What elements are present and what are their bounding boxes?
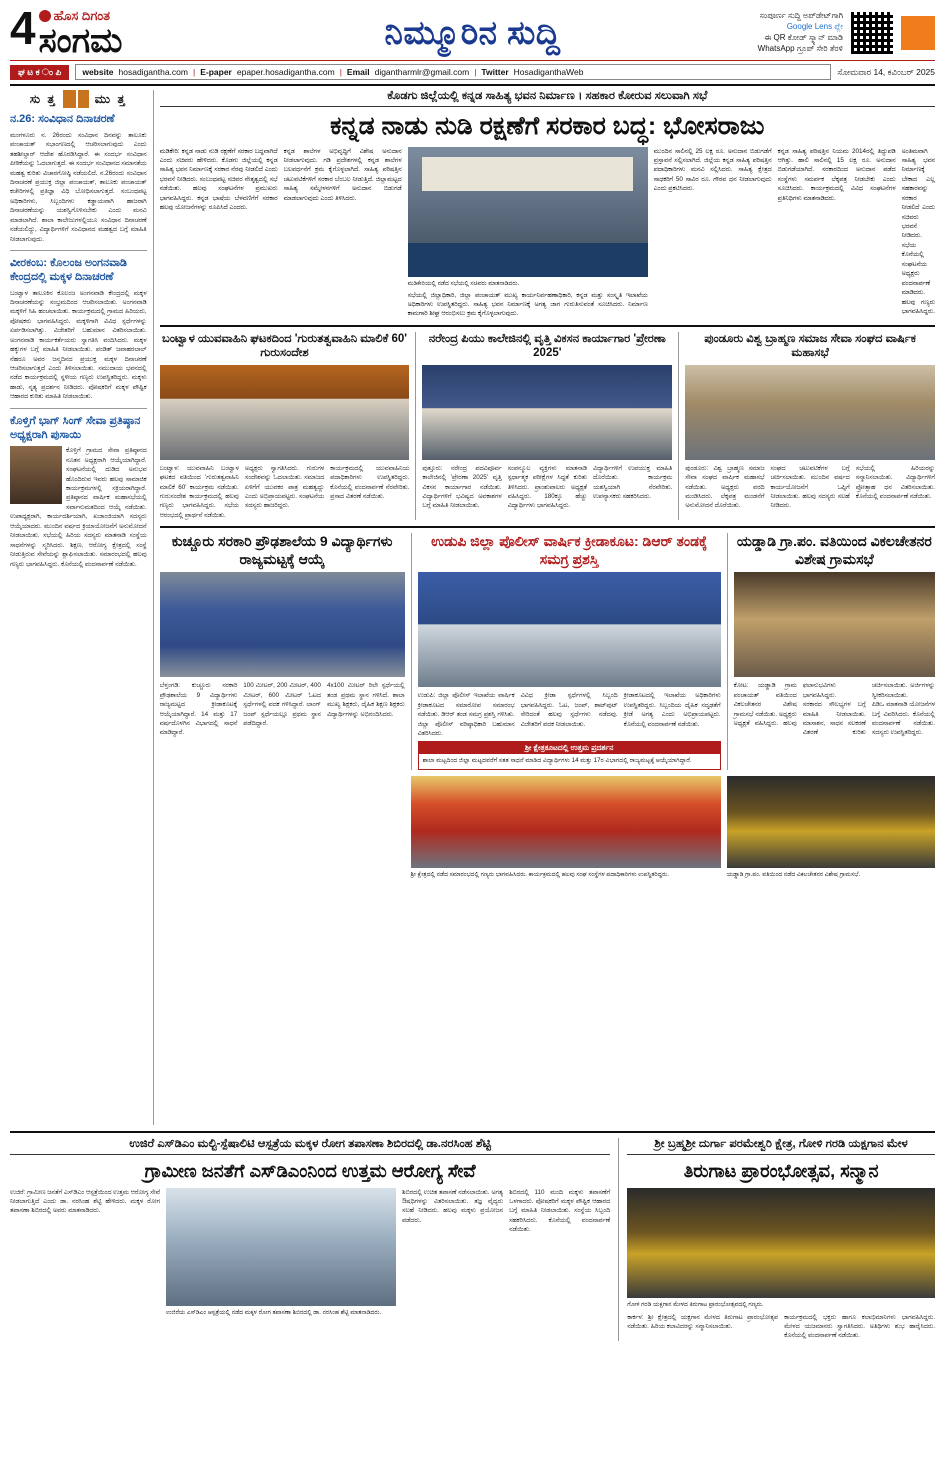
masthead-right bbox=[685, 10, 935, 56]
yadadi-story-body: ಕೋಟ: ಯಡ್ಡಾಡಿ ಗ್ರಾಮ ಪಂಚಾಯತ್ ವತಿಯಿಂದ ವಿಕಲಚೇತನರ ವಿಶೇಷ ಗ್ರಾಮಸಭೆ ನಡೆಯಿತು. ಅಧ್ಯಕ್ಷರು ಅಧ್ಯಕ್ಷತೆ ವಹಿಸಿದ್ದರು. ಹಲವು ಫಲಾನುಭವಿಗಳು ಭಾಗವಹಿಸಿದ್ದರು. ಸರಕಾರದ ಸೌಲಭ್ಯಗಳ ಬಗ್ಗೆ ಮಾಹಿತಿ ನೀಡಲಾಯಿತು. ಮಾಸಾಶನ, ಸಾಧನ ಸಲಕರಣೆ ವಿತರಣೆ ಕುರಿತು ಚರ್ಚಿಸಲಾಯಿತು. ಅರ್ಜಿಗಳನ್ನು ಸ್ವೀಕರಿಸಲಾಯಿತು. ಪಿಡಿಒ ಮಾತನಾಡಿ ಯೋಜನೆಗಳ ಬಗ್ಗೆ ವಿವರಿಸಿದರು. ಕೊನೆಯಲ್ಲಿ ವಂದನಾರ್ಪಣೆ ನಡೆಯಿತು. ಸದಸ್ಯರು ಉಪಸ್ಥಿತರಿದ್ದರು. bbox=[733, 682, 935, 737]
school-story-body: ಬೆಳ್ತಂಗಡಿ: ಕುಚ್ಚೂರು ಸರಕಾರಿ ಪ್ರೌಢಶಾಲೆಯ 9 ವಿದ್ಯಾರ್ಥಿಗಳು ರಾಜ್ಯಮಟ್ಟದ ಕ್ರೀಡಾಕೂಟಕ್ಕೆ ಆಯ್ಕೆಯಾಗಿದ್ದಾರೆ. 14 ಮತ್ತು 17 ವರ್ಷದೊಳಗಿನ ವಿಭಾಗದಲ್ಲಿ ಸಾಧನೆ ಮಾಡಿದ್ದಾರೆ. 100 ಮೀಟರ್, 200 ಮೀಟರ್, 400 ಮೀಟರ್, 600 ಮೀಟರ್ ಓಟದ ಸ್ಪರ್ಧೆಗಳಲ್ಲಿ ಪದಕ ಗಳಿಸಿದ್ದಾರೆ. ಲಾಂಗ್ ಜಂಪ್ ಸ್ಪರ್ಧೆಯಲ್ಲೂ ಪ್ರಥಮ ಸ್ಥಾನ ಪಡೆದಿದ್ದಾರೆ. 4x100 ಮೀಟರ್ ರಿಲೇ ಸ್ಪರ್ಧೆಯಲ್ಲಿ ತಂಡ ಪ್ರಥಮ ಸ್ಥಾನ ಗಳಿಸಿದೆ. ಶಾಲಾ ಮುಖ್ಯ ಶಿಕ್ಷಕರು, ದೈಹಿಕ ಶಿಕ್ಷಣ ಶಿಕ್ಷಕರು ವಿದ್ಯಾರ್ಥಿಗಳನ್ನು ಅಭಿನಂದಿಸಿದರು. bbox=[159, 682, 405, 737]
bottom-left-grid bbox=[10, 1188, 610, 1317]
yadadi-story-headline[interactable]: ಯಡ್ಡಾಡಿ ಗ್ರಾ.ಪಂ. ವತಿಯಿಂದ ವಿಕಲಚೇತನರ ವಿಶೇಷ ಗ್ರಾಮಸಭೆ bbox=[736, 533, 932, 567]
website-value[interactable]: hosadigantha.com bbox=[118, 67, 188, 77]
yadadi-photo-block bbox=[727, 776, 935, 879]
mid-story-3 bbox=[678, 332, 935, 520]
main-grid bbox=[10, 90, 935, 1125]
mid-story-3-headline[interactable]: ಪುಂಡೂರು ವಿಶ್ವ ಬ್ರಾಹ್ಮಣ ಸಮಾಜ ಸೇವಾ ಸಂಘದ ವಾರ್ಷಿಕ ಮಹಾಸಭೆ bbox=[704, 332, 916, 360]
lower-row bbox=[160, 533, 935, 770]
lead-col-3: ಸಭೆಯಲ್ಲಿ ಜಿಲ್ಲಾಧಿಕಾರಿ, ಜಿಲ್ಲಾ ಪಂಚಾಯತ್ ಮುಖ್ಯ ಕಾರ್ಯನಿರ್ವಹಣಾಧಿಕಾರಿ, ಕನ್ನಡ ಮತ್ತು ಸಂಸ್ಕೃತಿ ಇಲಾಖೆಯ ಅಧಿಕಾರಿಗಳು ಉಪಸ್ಥಿತರಿದ್ದರು. ಸಾಹಿತ್ಯ ಭವನ ನಿರ್ಮಾಣಕ್ಕೆ ಅಗತ್ಯ ಜಾಗ ಗುರುತಿಸುವಂತೆ ಸೂಚಿಸಿದರು. ನಿರ್ಮಾಣ ಕಾಮಗಾರಿ ಶೀಘ್ರ ಆರಂಭಿಸಲು ಕ್ರಮ ಕೈಗೊಳ್ಳಲಾಗುವುದು. bbox=[407, 291, 648, 318]
website-label: website bbox=[82, 67, 114, 77]
bottom-right-caption: ಗೋಳಿ ಗರಡಿ ಯಕ್ಷಗಾನ ಮೇಳದ ತಿರುಗಾಟ ಪ್ರಾರಂಭೋತ್ಸವದಲ್ಲಿ ಗಣ್ಯರು. bbox=[627, 1301, 764, 1308]
bottom-right-story bbox=[618, 1138, 935, 1341]
book-icon bbox=[63, 90, 89, 108]
bottom-right-kicker: ಶ್ರೀ ಬ್ರಹ್ಮಶ್ರೀ ದುರ್ಗಾ ಪರಮೇಶ್ವರಿ ಕ್ಷೇತ್ರ, ಗೋಳಿ ಗರಡಿ ಯಕ್ಷಗಾನ ಮೇಳ bbox=[627, 1138, 935, 1155]
edition-tag: ಘ ಟ ಕ ಂ ಪಿ bbox=[10, 65, 69, 80]
lead-body-grid bbox=[160, 147, 935, 319]
mid-story-1-body: ಬಂಟ್ವಾಳ: ಯುವವಾಹಿನಿ ಬಂಟ್ವಾಳ ಘಟಕದ ವತಿಯಿಂದ 'ಗುರುತತ್ವವಾಹಿನಿ ಮಾಲಿಕೆ 60' ಕಾರ್ಯಕ್ರಮ ನಡೆಯಿತು. ಗುರುಸಂದೇಶ ಕಾರ್ಯಕ್ರಮದಲ್ಲಿ ಹಲವು ಗಣ್ಯರು ಭಾಗವಹಿಸಿದ್ದರು. ಸಭೆಯ ಆರಂಭದಲ್ಲಿ ಪ್ರಾರ್ಥನೆ ನಡೆಯಿತು. ಅಧ್ಯಕ್ಷರು ಸ್ವಾಗತಿಸಿದರು. ಗುರುಗಳ ಸಂದೇಶವನ್ನು ಓದಲಾಯಿತು. ಸಮಾಜದ ಏಳಿಗೆಗೆ ಯುವಕರ ಪಾತ್ರ ಮಹತ್ವದ್ದು ಎಂದು ಅಭಿಪ್ರಾಯಪಟ್ಟರು. ಸಂಘಟನೆಯ ಸದಸ್ಯರು ಹಾಜರಿದ್ದರು. ಕಾರ್ಯಕ್ರಮದಲ್ಲಿ ಯುವವಾಹಿನಿಯ ಪದಾಧಿಕಾರಿಗಳು ಉಪಸ್ಥಿತರಿದ್ದರು. ಕೊನೆಯಲ್ಲಿ ವಂದನಾರ್ಪಣೆ ನೆರವೇರಿತು. ಪ್ರಸಾದ ವಿತರಣೆ ನಡೆಯಿತು. bbox=[159, 464, 410, 519]
decorative-block bbox=[901, 16, 935, 50]
lead-col-1: ಮಡಿಕೇರಿ: ಕನ್ನಡ ನಾಡು ನುಡಿ ರಕ್ಷಣೆಗೆ ಸರಕಾರ ಬದ್ಧವಾಗಿದೆ ಎಂದು ಸಚಿವರು ಹೇಳಿದರು. ಕೊಡಗು ಜಿಲ್ಲೆಯಲ್ಲಿ ಕನ್ನಡ ಸಾಹಿತ್ಯ ಭವನ ನಿರ್ಮಾಣಕ್ಕೆ ಸರಕಾರ ನೆರವು ನೀಡಲಿದೆ ಎಂದು ಭರವಸೆ ನೀಡಿದರು. ಸಂಬಂಧಪಟ್ಟ ಸಚಿವರ ನೇತೃತ್ವದಲ್ಲಿ ಸಭೆ ನಡೆಯಿತು. ಹಲವು ಸಂಘಟನೆಗಳ ಪ್ರಮುಖರು ಭಾಗವಹಿಸಿದ್ದರು. ಕನ್ನಡ ಭಾಷೆಯ ಬೆಳವಣಿಗೆಗೆ ಸರಕಾರ ಹಲವು ಯೋಜನೆಗಳನ್ನು ರೂಪಿಸಿದೆ ಎಂದರು. bbox=[159, 147, 278, 212]
lead-story bbox=[160, 90, 935, 319]
qr-instructions: ಸಂಪೂರ್ಣ ಸುದ್ದಿ ಅಪ್‌ಡೇಟ್‌ಗಾಗಿ Google Lens ಪ್ಲೇ ಈ QR ಕೋಡ್ ಸ್ಕ್ಯಾನ್ ಮಾಡಿ WhatsApp ಗ್ರೂಪ್ ಸೇರಿ ತೆರಳಿ bbox=[757, 11, 843, 53]
sidebar-headline-3[interactable]: ಕೊಳ್ತಿಗೆ ಭಾಗ್ ಸಿಂಗ್ ಸೇವಾ ಪ್ರತಿಷ್ಠಾನ ಅಧ್ಯಕ್ಷರಾಗಿ ಪುಸಾಯಿ bbox=[10, 414, 141, 441]
mid-story-2-body: ಪುತ್ತೂರು: ನರೇಂದ್ರ ಪದವಿಪೂರ್ವ ಕಾಲೇಜಿನಲ್ಲಿ 'ಪ್ರೇರಣಾ 2025' ವೃತ್ತಿ ವಿಕಸನ ಕಾರ್ಯಾಗಾರ ನಡೆಯಿತು. ವಿದ್ಯಾರ್ಥಿಗಳಿಗೆ ಭವಿಷ್ಯದ ಅವಕಾಶಗಳ ಬಗ್ಗೆ ಮಾಹಿತಿ ನೀಡಲಾಯಿತು. ಸಂಪನ್ಮೂಲ ವ್ಯಕ್ತಿಗಳು ಮಾತನಾಡಿ ಸ್ಪರ್ಧಾತ್ಮಕ ಪರೀಕ್ಷೆಗಳ ಸಿದ್ಧತೆ ಕುರಿತು ತಿಳಿಸಿದರು. ಪ್ರಾಂಶುಪಾಲರು ಅಧ್ಯಕ್ಷತೆ ವಹಿಸಿದ್ದರು. 180ಕ್ಕೂ ಹೆಚ್ಚು ವಿದ್ಯಾರ್ಥಿಗಳು ಭಾಗವಹಿಸಿದ್ದರು. ವಿದ್ಯಾರ್ಥಿಗಳಿಗೆ ಉಪಯುಕ್ತ ಮಾಹಿತಿ ದೊರೆಯಿತು. ಕಾರ್ಯಕ್ರಮ ಯಶಸ್ವಿಯಾಗಿ ನೆರವೇರಿತು. ಉಪನ್ಯಾಸಕರು ಸಹಕರಿಸಿದರು. bbox=[422, 464, 673, 510]
masthead-left bbox=[10, 2, 260, 60]
bottom-left-kicker: ಉಜಿರೆ ಎಸ್‌ಡಿಎಂ ಮಲ್ಟಿ-ಸ್ಪೆಷಾಲಿಟಿ ಆಸ್ಪತ್ರೆಯ ಮಕ್ಕಳ ರೋಗ ತಪಾಸಣಾ ಶಿಬಿರದಲ್ಲಿ ಡಾ.ನರಸಿಂಹ ಶೆಟ್ಟಿ bbox=[10, 1138, 610, 1155]
info-bar bbox=[10, 64, 935, 80]
sidebar-divider-2 bbox=[10, 408, 147, 409]
police-story bbox=[411, 533, 721, 770]
masthead bbox=[10, 2, 935, 61]
sidebar-body-1: ಮಂಗಳೂರು ನ. 26ರಂದು ಸಂವಿಧಾನ ದಿನವನ್ನು ತಾಲೂಕು ಪಂಚಾಯತ್ ಸಭಾಂಗಣದಲ್ಲಿ ಆಚರಿಸಲಾಗುವುದು ಎಂದು ತಹಶೀಲ್ದಾರ್ ಆದೇಶ ಹೊರಡಿಸಿದ್ದಾರೆ. ಈ ಸಂದರ್ಭ ಸಂವಿಧಾನ ಪೀಠಿಕೆಯನ್ನು ಓದಲಾಗುತ್ತದೆ. ಈ ಸಂದರ್ಭ ಸಂವಿಧಾನದ ಸಮಾನತೆಯ ಮಹತ್ವ ಕುರಿತು ವಿಚಾರಗೋಷ್ಠಿ ನಡೆಯಲಿದೆ. ನ.26ರಂದು ಸಂವಿಧಾನ ದಿನಾಚರಣೆ ಪ್ರಯುಕ್ತ ಜಿಲ್ಲಾ ಪಂಚಾಯತ್, ತಾಲೂಕು ಪಂಚಾಯತ್ ಕಚೇರಿಗಳಲ್ಲಿ ಪ್ರತಿಜ್ಞಾ ವಿಧಿ ಬೋಧಿಸಲಾಗುತ್ತದೆ. ಸಂಬಂಧಪಟ್ಟ ಅಧಿಕಾರಿಗಳು, ಸಿಬ್ಬಂದಿಗಳು ಕಡ್ಡಾಯವಾಗಿ ಹಾಜರಾಗಿ ದಿನಾಚರಣೆಯನ್ನು ಯಶಸ್ವಿಗೊಳಿಸಬೇಕು ಎಂದು ಮನವಿ ಮಾಡಲಾಗಿದೆ. ಶಾಲಾ ಕಾಲೇಜುಗಳಲ್ಲಿಯೂ ಸಂವಿಧಾನ ದಿನಾಚರಣೆ ನಡೆಯಲಿದ್ದು, ವಿದ್ಯಾರ್ಥಿಗಳಿಗೆ ಸಂವಿಧಾನದ ಮಹತ್ವದ ಬಗ್ಗೆ ಮಾಹಿತಿ ನೀಡಲಾಗುವುದು. bbox=[10, 131, 147, 243]
bottom-left-photo-block bbox=[166, 1188, 396, 1317]
police-story-headline[interactable]: ಉಡುಪಿ ಜಿಲ್ಲಾ ಪೊಲೀಸ್ ವಾರ್ಷಿಕ ಕ್ರೀಡಾಕೂಟ: ಡಿಆರ್ ತಂಡಕ್ಕೆ ಸಮಗ್ರ ಪ್ರಶಸ್ತಿ bbox=[431, 533, 708, 567]
bottom-right-headline[interactable]: ತಿರುಗಾಟ ಪ್ರಾರಂಭೋತ್ಸವ, ಸನ್ಮಾನ bbox=[683, 1161, 879, 1181]
box-note-text: ಶಾಲಾ ಮಟ್ಟದಿಂದ ಜಿಲ್ಲಾ ಮಟ್ಟದವರೆಗೆ ಸತತ ಸಾಧನೆ ಮಾಡಿದ ವಿದ್ಯಾರ್ಥಿಗಳು 14 ಮತ್ತು 17ರ ವಿಭಾಗದಲ್ಲಿ ರಾಜ್ಯಮಟ್ಟಕ್ಕೆ ಆಯ್ಕೆಯಾಗಿದ್ದಾರೆ. bbox=[422, 757, 692, 765]
lead-col-6: ಅಂತಿಮವಾಗಿ ಸಾಹಿತ್ಯ ಭವನ ನಿರ್ಮಾಣಕ್ಕೆ ಬೇಕಾದ ಎಲ್ಲ ಸಹಕಾರವನ್ನು ಸರಕಾರ ನೀಡಲಿದೆ ಎಂದು ಸಚಿವರು ಭರವಸೆ ನೀಡಿದರು. ಸಭೆಯ ಕೊನೆಯಲ್ಲಿ ಸಂಘಟನೆಯ ಅಧ್ಯಕ್ಷರು ವಂದನಾರ್ಪಣೆ ಮಾಡಿದರು. ಹಲವು ಗಣ್ಯರು ಭಾಗವಹಿಸಿದ್ದರು. bbox=[901, 147, 935, 315]
school-story bbox=[160, 533, 405, 770]
mid-story-1-photo bbox=[160, 365, 410, 460]
bottom-left-headline[interactable]: ಗ್ರಾಮೀಣ ಜನತೆಗೆ ಎಸ್‌ಡಿಎಂನಿಂದ ಉತ್ತಮ ಆರೋಗ್ಯ ಸೇವೆ bbox=[144, 1161, 476, 1181]
mid-rule bbox=[160, 526, 935, 528]
bottom-section bbox=[10, 1131, 935, 1341]
masthead-center bbox=[260, 14, 685, 53]
lead-photo-block bbox=[408, 147, 648, 319]
mid-story-2-photo bbox=[422, 365, 672, 460]
mid-story-3-body: ಪುಂಡೂರು: ವಿಶ್ವ ಬ್ರಾಹ್ಮಣ ಸಮಾಜ ಸೇವಾ ಸಂಘದ ವಾರ್ಷಿಕ ಮಹಾಸಭೆ ನಡೆಯಿತು. ಅಧ್ಯಕ್ಷರು ವರದಿ ಮಂಡಿಸಿದರು. ಲೆಕ್ಕಪತ್ರ ಮಂಡನೆಗೆ ಅನುಮೋದನೆ ದೊರೆಯಿತು. ಸಂಘದ ಚಟುವಟಿಕೆಗಳ ಬಗ್ಗೆ ಚರ್ಚಿಸಲಾಯಿತು. ಮುಂದಿನ ವರ್ಷದ ಕಾರ್ಯಯೋಜನೆಗೆ ಒಪ್ಪಿಗೆ ನೀಡಲಾಯಿತು. ಹಲವು ಸದಸ್ಯರು ಸಲಹೆ ನೀಡಿದರು. ಸಭೆಯಲ್ಲಿ ಹಿರಿಯರನ್ನು ಸನ್ಮಾನಿಸಲಾಯಿತು. ವಿದ್ಯಾರ್ಥಿಗಳಿಗೆ ಪ್ರೋತ್ಸಾಹ ಧನ ವಿತರಿಸಲಾಯಿತು. ಕೊನೆಯಲ್ಲಿ ವಂದನಾರ್ಪಣೆ ನಡೆಯಿತು. bbox=[685, 464, 936, 510]
sidebar-divider-1 bbox=[10, 250, 147, 251]
lead-rule bbox=[160, 325, 935, 327]
page-title: ನಿಮ್ಮೂರಿನ ಸುದ್ದಿ bbox=[384, 13, 561, 51]
page-number: 4 bbox=[10, 2, 35, 54]
mid-stories-row bbox=[160, 332, 935, 520]
epaper-value[interactable]: epaper.hosadigantha.com bbox=[236, 67, 335, 77]
sidebar-body-2: ಬಂಟ್ವಾಳ ತಾಲೂಕಿನ ಕೊಲಂಜ ಅಂಗನವಾಡಿ ಕೇಂದ್ರದಲ್ಲಿ ಮಕ್ಕಳ ದಿನಾಚರಣೆಯನ್ನು ಸಂಭ್ರಮದಿಂದ ಆಚರಿಸಲಾಯಿತು. ಅಂಗನವಾಡಿ ಮಕ್ಕಳಿಗೆ ಸಿಹಿ ಹಂಚಲಾಯಿತು. ಕಾರ್ಯಕ್ರಮದಲ್ಲಿ ಗ್ರಾಮದ ಹಿರಿಯರು, ಪೋಷಕರು ಭಾಗವಹಿಸಿದ್ದರು. ಮಕ್ಕಳಿಗಾಗಿ ವಿವಿಧ ಸ್ಪರ್ಧೆಗಳನ್ನು ಏರ್ಪಡಿಸಲಾಗಿತ್ತು. ವಿಜೇತರಿಗೆ ಬಹುಮಾನ ವಿತರಿಸಲಾಯಿತು. ಅಂಗನವಾಡಿ ಕಾರ್ಯಕರ್ತೆಯರು ಸ್ವಾಗತಿಸಿ ವಂದಿಸಿದರು. ಮಕ್ಕಳ ಹಕ್ಕುಗಳ ಬಗ್ಗೆ ಮಾಹಿತಿ ನೀಡಲಾಯಿತು. ಪಂಡಿತ್ ಜವಾಹರಲಾಲ್ ನೆಹರೂ ಅವರ ಜನ್ಮದಿನದ ಪ್ರಯುಕ್ತ ಮಕ್ಕಳ ದಿನಾಚರಣೆ ಆಚರಿಸಲಾಗುತ್ತದೆ ಎಂದು ತಿಳಿಸಲಾಯಿತು. ಸಮುದಾಯ ಭವನದಲ್ಲಿ ನಡೆದ ಕಾರ್ಯಕ್ರಮದಲ್ಲಿ ಸ್ಥಳೀಯ ಗಣ್ಯರು ಉಪಸ್ಥಿತರಿದ್ದರು. ಮಕ್ಕಳು ಹಾಡು, ನೃತ್ಯ ಪ್ರದರ್ಶನ ನೀಡಿದರು. ಪೋಷಕರಿಗೆ ಮಕ್ಕಳ ಪೌಷ್ಟಿಕ ಆಹಾರದ ಕುರಿತು ಮಾಹಿತಿ ನೀಡಲಾಯಿತು. bbox=[10, 289, 147, 401]
flower-icon bbox=[39, 10, 51, 22]
mid-story-2 bbox=[415, 332, 672, 520]
brand-label: ಹೊಸ ದಿಗಂತ bbox=[53, 8, 111, 23]
epaper-label: E-paper bbox=[200, 67, 232, 77]
sutta-left-text: ಸು ತ್ತ bbox=[29, 91, 57, 106]
lead-kicker: ಕೊಡಗು ಜಿಲ್ಲೆಯಲ್ಲಿ ಕನ್ನಡ ಸಾಹಿತ್ಯ ಭವನ ನಿರ್ಮಾಣ । ಸಹಕಾರ ಕೋರುವ ಸಲುವಾಗಿ ಸಭೆ bbox=[160, 90, 935, 107]
mid-story-1 bbox=[160, 332, 410, 520]
twitter-label: Twitter bbox=[481, 67, 509, 77]
email-label: Email bbox=[346, 67, 370, 77]
school-story-headline[interactable]: ಕುಚ್ಚೂರು ಸರಕಾರಿ ಪ್ರೌಢಶಾಲೆಯ 9 ವಿದ್ಯಾರ್ಥಿಗಳು ರಾಜ್ಯಮಟ್ಟಕ್ಕೆ ಆಯ್ಕೆ bbox=[171, 533, 393, 567]
sutta-mutta-logo bbox=[10, 90, 147, 108]
qr-code[interactable] bbox=[849, 10, 895, 56]
contact-strip: website hosadigantha.com | E-paper epaper.hosadigantha.com | Email digantharmlr@gmail.com | Twitter HosadiganthaWeb bbox=[75, 64, 831, 80]
bottom-right-photo bbox=[627, 1188, 935, 1298]
yadadi-story-photo bbox=[734, 572, 935, 677]
banner-row bbox=[160, 776, 935, 879]
banner-photo bbox=[411, 776, 721, 868]
bottom-right-body: ಕಾರ್ಕಳ: ಶ್ರೀ ಕ್ಷೇತ್ರದಲ್ಲಿ ಯಕ್ಷಗಾನ ಮೇಳದ ತಿರುಗಾಟ ಪ್ರಾರಂಭೋತ್ಸವ ನಡೆಯಿತು. ಹಿರಿಯ ಕಲಾವಿದರನ್ನು ಸನ್ಮಾನಿಸಲಾಯಿತು. ಕಾರ್ಯಕ್ರಮದಲ್ಲಿ ಭಕ್ತರು ಹಾಗೂ ಕಲಾಭಿಮಾನಿಗಳು ಭಾಗವಹಿಸಿದ್ದರು. ಮೇಳದ ಯಜಮಾನರು ಸ್ವಾಗತಿಸಿದರು. ಅತಿಥಿಗಳು ಶುಭ ಹಾರೈಸಿದರು. ಕೊನೆಯಲ್ಲಿ ವಂದನಾರ್ಪಣೆ ನಡೆಯಿತು. bbox=[627, 1313, 935, 1340]
banner-caption: ಶ್ರೀ ಕ್ಷೇತ್ರದಲ್ಲಿ ನಡೆದ ಸಮಾರಂಭದಲ್ಲಿ ಗಣ್ಯರು ಭಾಗವಹಿಸಿದರು. ಕಾರ್ಯಕ್ರಮದಲ್ಲಿ ಹಲವು ಸಂಘ ಸಂಸ್ಥೆಗಳ ಪದಾಧಿಕಾರಿಗಳು ಉಪಸ್ಥಿತರಿದ್ದರು. bbox=[410, 872, 669, 879]
sidebar-body-3: ಕೊಳ್ತಿಗೆ ಗ್ರಾಮದ ಸೇವಾ ಪ್ರತಿಷ್ಠಾನದ ನೂತನ ಅಧ್ಯಕ್ಷರಾಗಿ ಆಯ್ಕೆಯಾಗಿದ್ದಾರೆ. ಸಂಘಟನೆಯಲ್ಲಿ ದುಡಿದ ಅನುಭವ ಹೊಂದಿರುವ ಇವರು ಹಲವು ಸಾಮಾಜಿಕ ಕಾರ್ಯಕ್ರಮಗಳಲ್ಲಿ ಸಕ್ರಿಯರಾಗಿದ್ದಾರೆ. ಪ್ರತಿಷ್ಠಾನದ ವಾರ್ಷಿಕ ಮಹಾಸಭೆಯಲ್ಲಿ ಸರ್ವಾನುಮತದಿಂದ ಆಯ್ಕೆ ನಡೆಯಿತು. ಉಪಾಧ್ಯಕ್ಷರಾಗಿ, ಕಾರ್ಯದರ್ಶಿಯಾಗಿ, ಖಜಾಂಜಿಯಾಗಿ ಸದಸ್ಯರು ಆಯ್ಕೆಯಾದರು. ಮುಂದಿನ ವರ್ಷದ ಕ್ರಿಯಾಯೋಜನೆಗೆ ಅನುಮೋದನೆ ನೀಡಲಾಯಿತು. ಸಭೆಯಲ್ಲಿ ಹಿರಿಯ ಸದಸ್ಯರು ಮಾತನಾಡಿ ಸಂಸ್ಥೆಯ ಸಾಧನೆಗಳನ್ನು ಸ್ಮರಿಸಿದರು. ಶಿಕ್ಷಣ, ಆರೋಗ್ಯ ಕ್ಷೇತ್ರದಲ್ಲಿ ಸಂಸ್ಥೆ ನೀಡುತ್ತಿರುವ ಸೇವೆಯನ್ನು ಶ್ಲಾಘಿಸಲಾಯಿತು. ಸಮಾರಂಭದಲ್ಲಿ ಹಲವು ಗಣ್ಯರು ಭಾಗವಹಿಸಿದ್ದರು. ಕೊನೆಯಲ್ಲಿ ವಂದನಾರ್ಪಣೆ ನಡೆಯಿತು. bbox=[10, 447, 147, 568]
bottom-left-photo bbox=[166, 1188, 396, 1306]
police-story-body: ಉಡುಪಿ: ಜಿಲ್ಲಾ ಪೊಲೀಸ್ ಇಲಾಖೆಯ ವಾರ್ಷಿಕ ಕ್ರೀಡಾಕೂಟದ ಸಮಾರೋಪ ಸಮಾರಂಭ ನಡೆಯಿತು. ಡಿಆರ್ ತಂಡ ಸಮಗ್ರ ಪ್ರಶಸ್ತಿ ಗಳಿಸಿತು. ಜಿಲ್ಲಾ ಪೊಲೀಸ್ ವರಿಷ್ಠಾಧಿಕಾರಿ ಬಹುಮಾನ ವಿತರಿಸಿದರು. ವಿವಿಧ ಕ್ರೀಡಾ ಸ್ಪರ್ಧೆಗಳಲ್ಲಿ ಸಿಬ್ಬಂದಿ ಭಾಗವಹಿಸಿದ್ದರು. ಓಟ, ಜಂಪ್, ಶಾಟ್‌ಪುಟ್ ಸೇರಿದಂತೆ ಹಲವು ಸ್ಪರ್ಧೆಗಳು ನಡೆದವು. ವಿಜೇತರಿಗೆ ಪದಕ ನೀಡಲಾಯಿತು. ಕ್ರೀಡಾಕೂಟದಲ್ಲಿ ಇಲಾಖೆಯ ಅಧಿಕಾರಿಗಳು ಉಪಸ್ಥಿತರಿದ್ದರು. ಸಿಬ್ಬಂದಿಯ ದೈಹಿಕ ಸದೃಢತೆಗೆ ಕ್ರೀಡೆ ಅಗತ್ಯ ಎಂದು ಅಭಿಪ್ರಾಯಪಟ್ಟರು. ಕೊನೆಯಲ್ಲಿ ವಂದನಾರ್ಪಣೆ ನಡೆಯಿತು. bbox=[417, 692, 721, 738]
sidebar-headline-1[interactable]: ನ.26: ಸಂವಿಧಾನ ದಿನಾಚರಣೆ bbox=[10, 113, 115, 125]
lead-headline[interactable]: ಕನ್ನಡ ನಾಡು ನುಡಿ ರಕ್ಷಣೆಗೆ ಸರಕಾರ ಬದ್ಧ: ಭೋಸರಾಜು bbox=[330, 112, 765, 140]
mid-story-3-photo bbox=[685, 365, 935, 460]
bottom-left-col-1: ಉಜಿರೆ: ಗ್ರಾಮೀಣ ಜನತೆಗೆ ಎಸ್‌ಡಿಎಂ ಆಸ್ಪತ್ರೆಯಿಂದ ಉತ್ತಮ ಆರೋಗ್ಯ ಸೇವೆ ನೀಡಲಾಗುತ್ತಿದೆ ಎಂದು ಡಾ. ನರಸಿಂಹ ಶೆಟ್ಟಿ ಹೇಳಿದರು. ಮಕ್ಕಳ ರೋಗ ತಪಾಸಣಾ ಶಿಬಿರದಲ್ಲಿ ಅವರು ಮಾತನಾಡಿದರು. bbox=[10, 1188, 160, 1215]
yadadi-caption: ಯಡ್ಡಾಡಿ ಗ್ರಾ.ಪಂ. ವತಿಯಿಂದ ನಡೆದ ವಿಕಲಚೇತನರ ವಿಶೇಷ ಗ್ರಾಮಸಭೆ. bbox=[726, 872, 861, 879]
banner-block bbox=[411, 776, 721, 879]
email-value[interactable]: digantharmlr@gmail.com bbox=[374, 67, 470, 77]
lead-col-2: ಕನ್ನಡ ಶಾಲೆಗಳ ಅಭಿವೃದ್ಧಿಗೆ ವಿಶೇಷ ಅನುದಾನ ನೀಡಲಾಗುವುದು. ಗಡಿ ಪ್ರದೇಶಗಳಲ್ಲಿ ಕನ್ನಡ ಶಾಲೆಗಳ ಬಲವರ್ಧನೆಗೆ ಕ್ರಮ ಕೈಗೊಳ್ಳಲಾಗಿದೆ. ಸಾಹಿತ್ಯ ಪರಿಷತ್ತಿನ ಚಟುವಟಿಕೆಗಳಿಗೆ ಸರಕಾರ ಬೆಂಬಲ ನೀಡುತ್ತಿದೆ. ಜಿಲ್ಲಾಮಟ್ಟದ ಸಾಹಿತ್ಯ ಸಮ್ಮೇಳನಗಳಿಗೆ ಅನುದಾನ ಬಿಡುಗಡೆ ಮಾಡಲಾಗುವುದು ಎಂದು ತಿಳಿಸಿದರು. bbox=[283, 147, 402, 202]
publication-date: ಸೋಮವಾರ 14, ಕವಿಂಬರ್ 2025 bbox=[837, 66, 935, 77]
school-story-photo bbox=[160, 572, 405, 677]
sutta-right-text: ಮು ತ್ತ bbox=[94, 91, 127, 106]
left-sidebar-column bbox=[10, 90, 154, 1125]
portrait-photo bbox=[10, 446, 62, 504]
bottom-left-caption: ಉಜಿರೆಯ ಎಸ್‌ಡಿಎಂ ಆಸ್ಪತ್ರೆಯಲ್ಲಿ ನಡೆದ ಮಕ್ಕಳ ರೋಗ ತಪಾಸಣಾ ಶಿಬಿರದಲ್ಲಿ ಡಾ. ನರಸಿಂಹ ಶೆಟ್ಟಿ ಮಾತನಾಡಿದರು. bbox=[166, 1309, 382, 1316]
section-label: ಸಂಗಮ bbox=[38, 22, 123, 60]
yadadi-second-photo bbox=[727, 776, 935, 868]
mid-story-2-headline[interactable]: ನರೇಂದ್ರ ಪಿಯು ಕಾಲೇಜಿನಲ್ಲಿ ವೃತ್ತಿ ವಿಕಸನ ಕಾರ್ಯಾಗಾರ 'ಪ್ರೇರಣಾ 2025' bbox=[428, 332, 666, 360]
lead-col-5: ಕನ್ನಡ ಸಾಹಿತ್ಯ ಪರಿಷತ್ತಿನ ನಿಯಮ 2014ರಲ್ಲಿ ತಿದ್ದುಪಡಿ ಆಗಿತ್ತು. ಹಾಲಿ ಸಾಲಿನಲ್ಲಿ 15 ಲಕ್ಷ ರೂ. ಅನುದಾನ ಬಿಡುಗಡೆಯಾಗಿದೆ. ಸರಕಾರದಿಂದ ಅನುದಾನ ಪಡೆದ ಸಂಸ್ಥೆಗಳು ಸಮರ್ಪಕ ಲೆಕ್ಕಪತ್ರ ನೀಡಬೇಕು ಎಂದು ಸೂಚಿಸಿದರು. ಕಾರ್ಯಕ್ರಮದಲ್ಲಿ ವಿವಿಧ ಸಂಘಟನೆಗಳ ಪ್ರತಿನಿಧಿಗಳು ಮಾತನಾಡಿದರು. bbox=[777, 147, 896, 202]
header-rule bbox=[10, 84, 935, 86]
twitter-value[interactable]: HosadiganthaWeb bbox=[513, 67, 584, 77]
yadadi-story bbox=[727, 533, 935, 770]
bottom-left-col-rest: ಶಿಬಿರದಲ್ಲಿ ಉಚಿತ ತಪಾಸಣೆ ನಡೆಸಲಾಯಿತು. ಅಗತ್ಯ ಔಷಧಿಗಳನ್ನು ವಿತರಿಸಲಾಯಿತು. ತಜ್ಞ ವೈದ್ಯರು ಸಲಹೆ ನೀಡಿದರು. ಹಲವು ಮಕ್ಕಳು ಪ್ರಯೋಜನ ಪಡೆದರು. ಶಿಬಿರದಲ್ಲಿ 110 ಮಂದಿ ಮಕ್ಕಳು ತಪಾಸಣೆಗೆ ಒಳಗಾದರು. ಪೋಷಕರಿಗೆ ಮಕ್ಕಳ ಪೌಷ್ಟಿಕ ಆಹಾರದ ಬಗ್ಗೆ ಮಾಹಿತಿ ನೀಡಲಾಯಿತು. ಸಂಸ್ಥೆಯ ಸಿಬ್ಬಂದಿ ಸಹಕರಿಸಿದರು. ಕೊನೆಯಲ್ಲಿ ವಂದನಾರ್ಪಣೆ ನಡೆಯಿತು. bbox=[402, 1188, 611, 1234]
content-zone bbox=[160, 90, 935, 1125]
lead-photo-caption: ಮಡಿಕೇರಿಯಲ್ಲಿ ನಡೆದ ಸಭೆಯಲ್ಲಿ ಸಚಿವರು ಮಾತನಾಡಿದರು. bbox=[407, 280, 520, 287]
box-note-title: ಶ್ರೀ ಕ್ಷೇತ್ರಕೂಟದಲ್ಲಿ ಉತ್ತಮ ಪ್ರದರ್ಶನ bbox=[419, 742, 720, 754]
bottom-left-story bbox=[10, 1138, 610, 1341]
lead-col-4: ಮುಂದಿನ ಸಾಲಿನಲ್ಲಿ 25 ಲಕ್ಷ ರೂ. ಅನುದಾನ ಬಿಡುಗಡೆಗೆ ಪ್ರಸ್ತಾವನೆ ಸಲ್ಲಿಸಲಾಗಿದೆ. ಜಿಲ್ಲೆಯ ಕನ್ನಡ ಸಾಹಿತ್ಯ ಪರಿಷತ್ತಿನ ಪದಾಧಿಕಾರಿಗಳು ಮನವಿ ಸಲ್ಲಿಸಿದರು. ಸಾಹಿತ್ಯ ಕ್ಷೇತ್ರದ ಸಾಧಕರಿಗೆ 50 ಸಾವಿರ ರೂ. ಗೌರವ ಧನ ನೀಡಲಾಗುವುದು ಎಂದು ಪ್ರಕಟಿಸಿದರು. bbox=[653, 147, 772, 193]
lead-photo bbox=[408, 147, 648, 277]
mid-story-1-headline[interactable]: ಬಂಟ್ವಾಳ ಯುವವಾಹಿನಿ ಘಟಕದಿಂದ 'ಗುರುತತ್ವವಾಹಿನಿ ಮಾಲಿಕೆ 60' ಗುರುಸಂದೇಶ bbox=[162, 332, 407, 360]
police-story-photo bbox=[418, 572, 721, 687]
school-box-note bbox=[418, 741, 721, 770]
sidebar-headline-2[interactable]: ವೀರಕಂಬ: ಕೊಲಂಜ ಅಂಗನವಾಡಿ ಕೇಂದ್ರದಲ್ಲಿ ಮಕ್ಕಳ ದಿನಾಚರಣೆ bbox=[10, 257, 127, 283]
